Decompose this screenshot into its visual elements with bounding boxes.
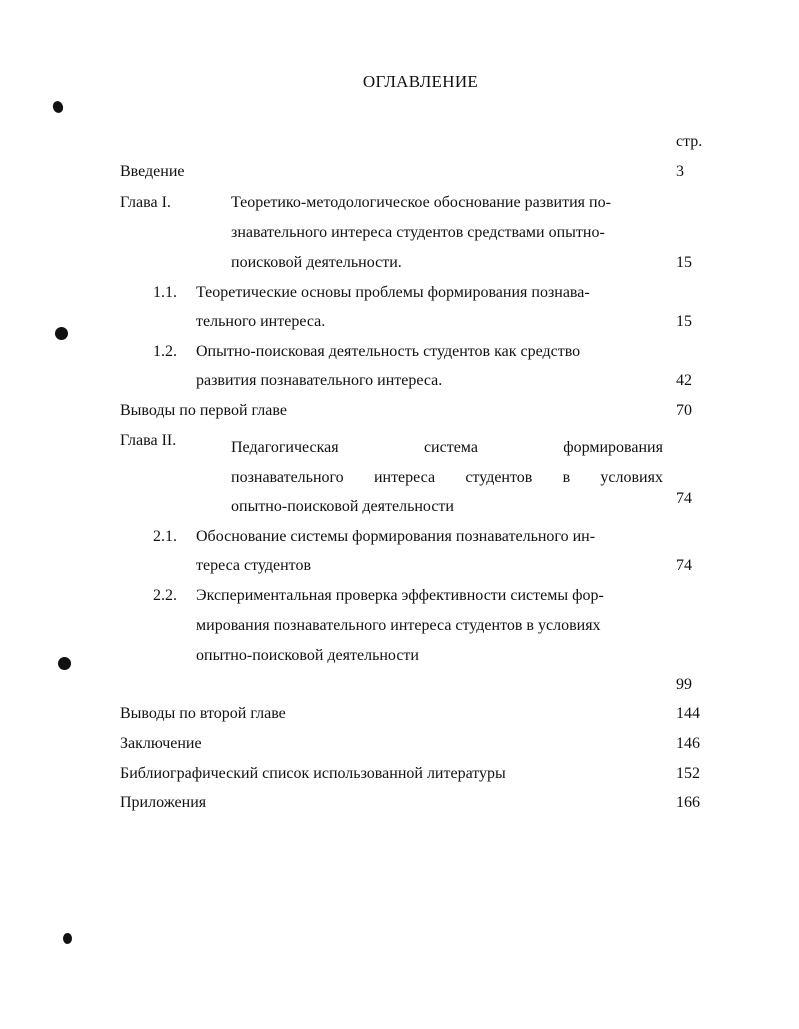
toc-chapter2-title-line — [231, 438, 663, 458]
toc-section-2-2-number: 2.2. — [153, 587, 177, 604]
toc-page-chapter2: 74 — [676, 490, 692, 507]
toc-word: интереса — [373, 469, 436, 486]
toc-word: Педагогическая — [231, 439, 339, 456]
toc-word: система — [423, 439, 478, 456]
toc-page-conclusions-ch2: 144 — [676, 705, 700, 722]
toc-word: студентов — [465, 469, 533, 486]
toc-section-2-1-line: тереса студентов — [196, 557, 312, 574]
toc-page-chapter1: 15 — [676, 254, 692, 271]
toc-chapter2-label: Глава II. — [120, 432, 177, 449]
toc-chapter1-title-line: Теоретико-методологическое обоснование развития по- — [231, 194, 611, 211]
toc-word: в — [562, 469, 571, 486]
toc-entry-conclusions-ch1: Выводы по первой главе — [120, 402, 287, 419]
scan-mark — [55, 327, 68, 340]
toc-entry-appendices: Приложения — [120, 794, 207, 811]
toc-word: познавательного — [231, 469, 344, 486]
toc-section-1-1-line: Теоретические основы проблемы формирования познава- — [196, 284, 590, 301]
toc-entry-conclusion: Заключение — [120, 735, 202, 752]
toc-chapter1-title-line: знавательного интереса студентов средствами опытно- — [231, 224, 605, 241]
toc-entry-bibliography: Библиографический список использованной литературы — [120, 765, 506, 782]
toc-page-appendices: 166 — [676, 794, 700, 811]
toc-page-section-1-2: 42 — [676, 372, 692, 389]
toc-section-1-2-line: развития познавательного интереса. — [196, 372, 443, 389]
toc-chapter1-title-line: поисковой деятельности. — [231, 254, 402, 271]
page-column-header: стр. — [676, 133, 703, 150]
toc-section-1-2-number: 1.2. — [153, 343, 177, 360]
scan-mark — [51, 100, 65, 115]
toc-page-conclusion: 146 — [676, 735, 700, 752]
toc-section-1-2-line: Опытно-поисковая деятельность студентов как средство — [196, 343, 581, 360]
toc-section-1-1-number: 1.1. — [153, 284, 177, 301]
toc-chapter1-label: Глава I. — [120, 194, 171, 211]
toc-section-2-2-line: опытно-поисковой деятельности — [196, 647, 419, 664]
toc-word: формирования — [563, 439, 663, 456]
toc-chapter2-title-line: опытно-поисковой деятельности — [231, 498, 454, 515]
toc-chapter2-title-line — [231, 468, 663, 488]
toc-section-2-1-number: 2.1. — [153, 528, 177, 545]
toc-entry-conclusions-ch2: Выводы по второй главе — [120, 705, 286, 722]
toc-page-conclusions-ch1: 70 — [676, 402, 692, 419]
scan-mark — [58, 657, 71, 670]
toc-section-1-1-line: тельного интереса. — [196, 313, 326, 330]
page-title: ОГЛАВЛЕНИЕ — [362, 72, 479, 91]
toc-entry-introduction: Введение — [120, 163, 185, 180]
toc-page-section-1-1: 15 — [676, 313, 692, 330]
toc-section-2-2-line: Экспериментальная проверка эффективности системы фор- — [196, 587, 604, 604]
toc-section-2-1-line: Обоснование системы формирования познавательного ин- — [196, 528, 596, 545]
toc-page-introduction: 3 — [676, 163, 684, 180]
scan-mark — [63, 933, 72, 944]
toc-word: условиях — [600, 469, 663, 486]
toc-section-2-2-line: мирования познавательного интереса студентов в условиях — [196, 617, 601, 634]
toc-page-bibliography: 152 — [676, 765, 700, 782]
toc-page-section-2-2: 99 — [676, 676, 692, 693]
toc-page-section-2-1: 74 — [676, 557, 692, 574]
